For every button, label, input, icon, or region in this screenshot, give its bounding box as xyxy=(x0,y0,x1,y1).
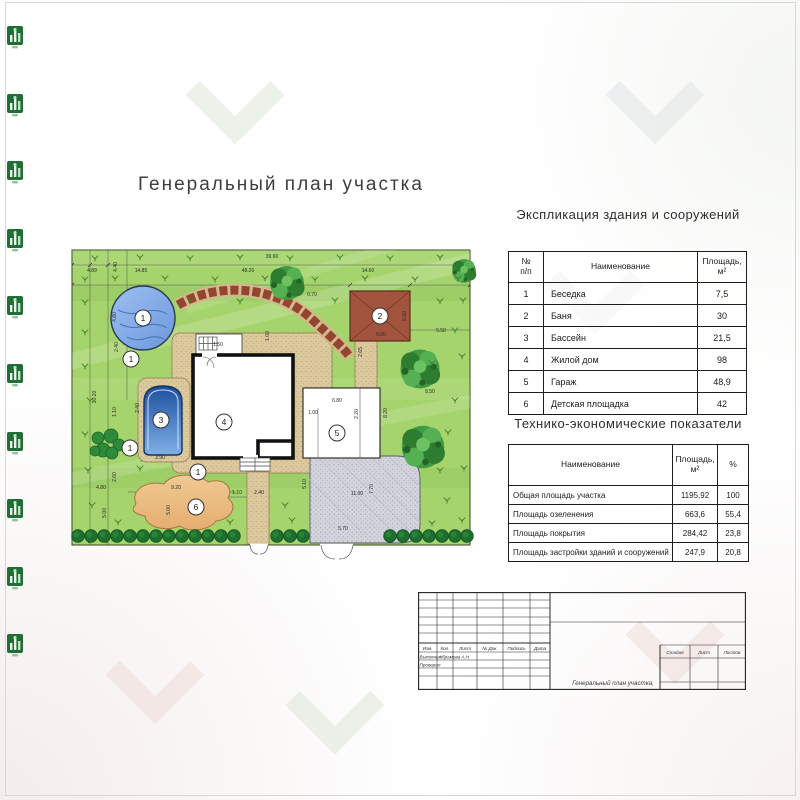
object-number-label xyxy=(188,499,204,515)
indicators-title: Технико-экономические показатели xyxy=(514,416,742,431)
label-number: 1 xyxy=(128,354,134,364)
bush-icon xyxy=(228,530,241,543)
brand-logo-icon xyxy=(7,364,24,388)
table-header-row: Наименование Площадь, м² % xyxy=(509,445,749,486)
hedge-row xyxy=(72,530,474,543)
dimension-label: 2.40 xyxy=(114,342,120,352)
dimension-label: 11.00 xyxy=(350,491,364,497)
page-title: Генеральный план участка xyxy=(138,174,424,195)
tree-icon xyxy=(400,349,440,388)
dimension-label: 5.10 xyxy=(302,479,308,489)
bush-icon xyxy=(271,530,284,543)
table-row: 6 Детская площадка 42 xyxy=(509,393,747,415)
bush-icon xyxy=(461,530,474,543)
brand-logo-icon xyxy=(7,499,24,523)
dimension-label: 48.20 xyxy=(241,268,255,274)
bush-icon xyxy=(202,530,215,543)
bush-icon xyxy=(423,530,436,543)
bush-icon xyxy=(384,530,397,543)
stamp-checked-label: Проверил xyxy=(419,662,441,668)
indicators-table xyxy=(508,444,749,562)
dimension-label: 30.20 xyxy=(92,390,98,404)
stamp-col-doc: № Док. xyxy=(482,646,498,651)
object-number-label xyxy=(153,412,169,428)
bush-icon xyxy=(124,530,137,543)
object-number-label xyxy=(122,440,138,456)
dimension-label: 4.80 xyxy=(112,312,118,322)
dimension-label: 1.10 xyxy=(112,407,118,417)
label-number: 1 xyxy=(195,467,201,477)
object-number-label xyxy=(135,310,151,326)
dimension-label: 14.85 xyxy=(134,268,148,274)
dimension-label: 6.00 xyxy=(376,332,386,338)
dimension-label: 0.70 xyxy=(307,292,317,298)
table-row: Площадь застройки зданий и сооружений 247,9 20,8 xyxy=(509,543,749,562)
object-number-label xyxy=(216,414,232,430)
bush-icon xyxy=(163,530,176,543)
dimension-label: 8.50 xyxy=(425,389,435,395)
table-header-row: № п/п Наименование Площадь, м² xyxy=(509,252,747,283)
object-number-label xyxy=(190,464,206,480)
stamp-sheet-label: Лист xyxy=(698,650,710,655)
label-number: 5 xyxy=(334,428,340,438)
dimension-label: 4.40 xyxy=(113,262,119,272)
object-number-label xyxy=(372,308,388,324)
bush-icon xyxy=(189,530,202,543)
bush-icon xyxy=(72,530,85,543)
watermark-logos xyxy=(7,0,27,800)
label-number: 4 xyxy=(221,417,227,427)
dimension-label: 2.40 xyxy=(135,403,141,413)
object-number-label xyxy=(123,351,139,367)
dimension-label: 4.80 xyxy=(96,485,106,491)
stamp-col-list: Лист xyxy=(459,646,471,651)
title-block xyxy=(418,592,746,690)
house-steps xyxy=(240,458,270,471)
object-number-label xyxy=(329,425,345,441)
stamp-executed-label: Выполнил xyxy=(419,654,442,660)
stamp-col-izm: Изм. xyxy=(422,646,433,651)
bush-icon xyxy=(449,530,462,543)
dimension-label: 5.00 xyxy=(402,311,408,321)
dimension-label: 3.90 xyxy=(155,455,165,461)
brand-logo-icon xyxy=(7,161,24,185)
dimension-label: 39.60 xyxy=(265,254,279,260)
dimension-label: 5.70 xyxy=(338,526,348,532)
explication-table xyxy=(508,251,747,415)
table-row: Общая площадь участка 1195,92 100 xyxy=(509,486,749,505)
stamp-col-kol: Кол. xyxy=(440,646,450,651)
bush-icon xyxy=(397,530,410,543)
dimension-label: 2.65 xyxy=(358,347,364,357)
table-row: 1 Беседка 7,5 xyxy=(509,283,747,305)
stamp-stage-label: Стадия xyxy=(666,650,684,655)
table-row: 5 Гараж 48,9 xyxy=(509,371,747,393)
dimension-label: 8.20 xyxy=(383,408,389,418)
label-number: 1 xyxy=(140,313,146,323)
label-number: 1 xyxy=(127,443,133,453)
dimension-label: 5.00 xyxy=(102,508,108,518)
brand-logo-icon xyxy=(7,567,24,591)
dimension-label: 1.50 xyxy=(213,342,223,348)
label-number: 3 xyxy=(158,415,164,425)
brand-logo-icon xyxy=(7,26,24,50)
explication-title: Экспликация здания и сооружений xyxy=(516,207,740,222)
dimension-label: 9.20 xyxy=(171,485,181,491)
dimension-label: 1.10 xyxy=(232,490,242,496)
dimension-label: 4.89 xyxy=(87,268,97,274)
bush-icon xyxy=(297,530,310,543)
house xyxy=(193,334,293,471)
stamp-doc-title: Генеральный план участка, xyxy=(572,680,654,687)
label-number: 6 xyxy=(193,502,199,512)
dimension-label: 1.00 xyxy=(308,410,318,416)
dimension-label: 14.60 xyxy=(361,268,375,274)
dimension-label: 1.00 xyxy=(265,331,271,341)
dimension-label: 2.60 xyxy=(112,472,118,482)
brand-logo-icon xyxy=(7,94,24,118)
bush-icon xyxy=(410,530,423,543)
brand-logo-icon xyxy=(7,432,24,456)
brand-logo-icon xyxy=(7,229,24,253)
tree-icon xyxy=(452,259,476,283)
site-plan xyxy=(60,238,480,560)
bush-icon xyxy=(176,530,189,543)
stamp-executed-name: Абрамова А.Н xyxy=(439,654,470,660)
dimension-label: 2.40 xyxy=(254,490,264,496)
bush-icon xyxy=(137,530,150,543)
bush-icon xyxy=(215,530,228,543)
dimension-label: 5.00 xyxy=(166,505,172,515)
stamp-col-data: Дата xyxy=(533,646,547,651)
table-row: 3 Бассейн 21,5 xyxy=(509,327,747,349)
table-row: Площадь озеленения 663,6 55,4 xyxy=(509,505,749,524)
table-row: Площадь покрытия 284,42 23,8 xyxy=(509,524,749,543)
table-row: 4 Жилой дом 98 xyxy=(509,349,747,371)
bush-icon xyxy=(284,530,297,543)
bush-icon xyxy=(150,530,163,543)
tree-icon xyxy=(270,266,305,300)
dimension-label: 6.80 xyxy=(332,398,342,404)
dimension-label: 7.70 xyxy=(369,484,375,494)
gates xyxy=(250,544,353,559)
dimension-label: 2.20 xyxy=(354,409,360,419)
bush-icon xyxy=(436,530,449,543)
bush-icon xyxy=(85,530,98,543)
stamp-sheets-label: Листов xyxy=(723,650,741,655)
table-row: 2 Баня 30 xyxy=(509,305,747,327)
brand-logo-icon xyxy=(7,296,24,320)
tree-icon xyxy=(402,426,445,469)
bush-icon xyxy=(98,530,111,543)
brand-logo-icon xyxy=(7,634,24,658)
stamp-col-podpis: Подпись xyxy=(507,646,526,651)
bush-icon xyxy=(111,530,124,543)
dimension-label: 5.50 xyxy=(436,328,446,334)
label-number: 2 xyxy=(377,311,383,321)
